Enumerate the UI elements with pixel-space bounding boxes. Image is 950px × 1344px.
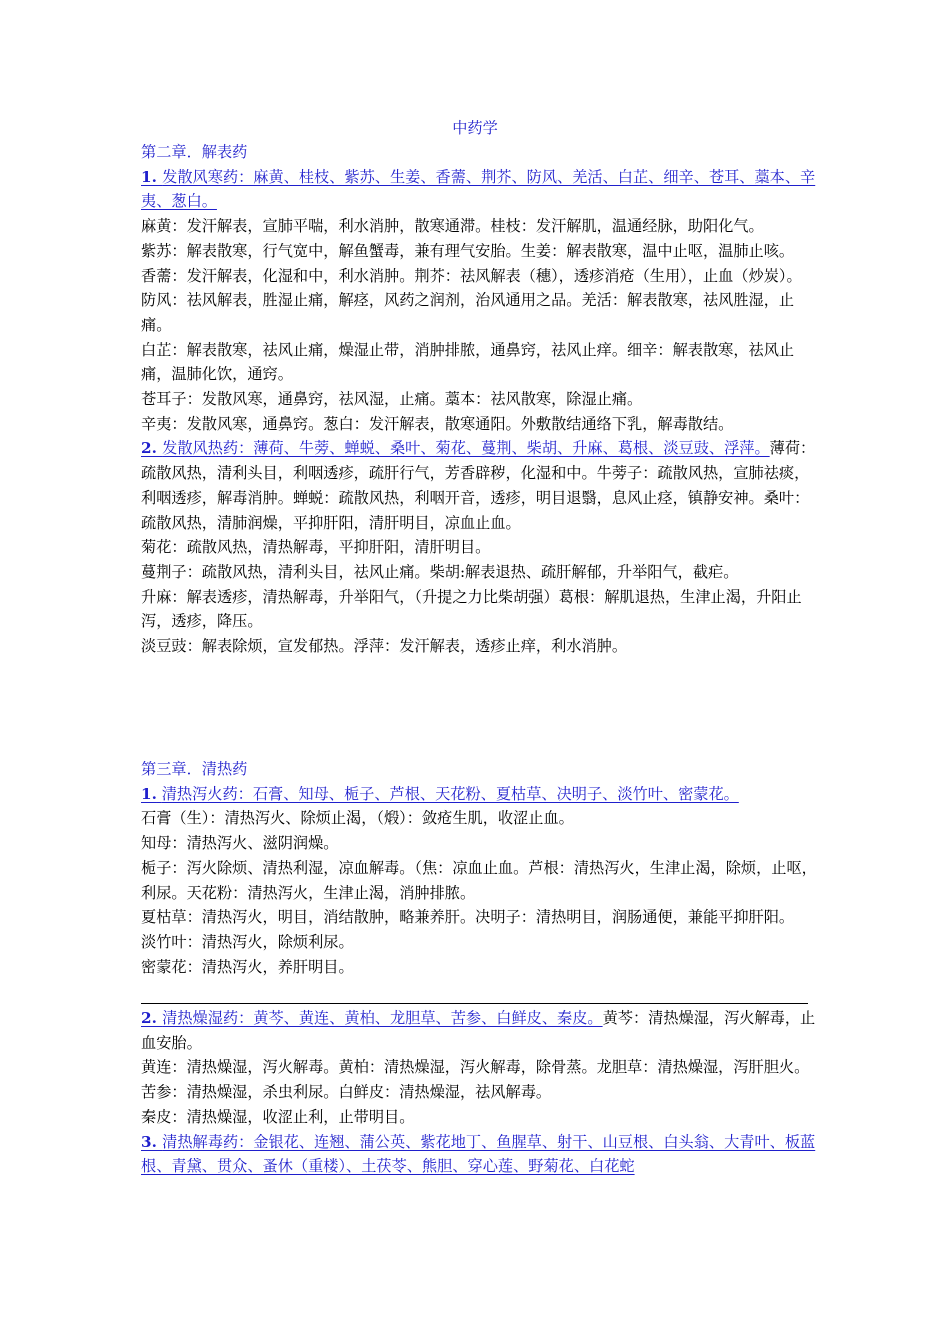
- ch3-s3-title: 清热解毒药：金银花、连翘、蒲公英、紫花地丁、鱼腥草、射干、山豆根、白头翁、大青叶、板蓝根、青黛、贯众、蚤休（重楼）、土茯苓、熊胆、穿心莲、野菊花、白花蛇: [141, 1132, 816, 1176]
- ch3-s1-line: 知母：清热泻火、滋阴润燥。: [141, 834, 339, 853]
- ch3-s2-paragraph: [141, 1006, 821, 1055]
- section-divider: [141, 1003, 808, 1004]
- ch2-s2-tail: 薄荷：疏散风热，清利头目，利咽透疹，疏肝行气，芳香辟秽，化湿和中。牛蒡子：疏散风热，宣肺祛痰，利咽透疹，解毒消肿。蝉蜕：疏散风热，利咽开音，透疹，明目退翳，息风止痉，镇静安神。桑叶：疏散风热，清肺润燥，平抑肝阳，清肝明目，凉血止血。: [141, 439, 816, 532]
- ch3-s2-line: 苦参：清热燥湿，杀虫利尿。白鲜皮：清热燥湿，祛风解毒。: [141, 1083, 552, 1102]
- ch3-s1-line: 石膏（生）：清热泻火、除烦止渴，（煅）：敛疮生肌，收涩止血。: [141, 809, 574, 828]
- ch2-s1-line: 白芷：解表散寒，祛风止痛，燥湿止带，消肿排脓，通鼻窍，祛风止痒。细辛：解表散寒，祛风止痛，温肺化饮，通窍。: [141, 340, 795, 384]
- ch2-s2-number: 2.: [141, 439, 163, 458]
- ch3-s3-number: 3.: [141, 1132, 163, 1151]
- ch3-s1-heading: [141, 782, 821, 807]
- ch3-s1-line: 淡竹叶：清热泻火，除烦利尿。: [141, 932, 354, 951]
- chapter-2-section: [141, 140, 821, 659]
- ch2-s1-line: 紫苏：解表散寒，行气宽中，解鱼蟹毒，兼有理气安胎。生姜：解表散寒，温中止呕，温肺止咳。: [141, 241, 795, 260]
- ch2-s1-line: 苍耳子：发散风寒，通鼻窍，祛风湿，止痛。藁本：祛风散寒，除湿止痛。: [141, 390, 643, 409]
- ch2-s1-title: 发散风寒药：麻黄、桂枝、紫苏、生姜、香薷、荆芥、防风、羌活、白芷、细辛、苍耳、藁本、辛夷、葱白。: [141, 167, 816, 211]
- ch3-s2-line: 黄连：清热燥湿，泻火解毒。黄柏：清热燥湿，泻火解毒，除骨蒸。龙胆草：清热燥湿，泻肝胆火。: [141, 1058, 810, 1077]
- ch3-s3-heading: [141, 1130, 821, 1179]
- ch3-s1-line: 夏枯草：清热泻火，明目，消结散肿，略兼养肝。决明子：清热明目，润肠通便，兼能平抑肝阳。: [141, 908, 795, 927]
- chapter-2-heading: 第二章．解表药: [141, 143, 248, 161]
- ch3-s1-number: 1.: [141, 784, 157, 803]
- chapter-3-section: [141, 757, 821, 979]
- ch3-s1-line: 密蒙花：清热泻火，养肝明目。: [141, 957, 354, 976]
- ch2-s2-line: 淡豆豉：解表除烦，宣发郁热。浮萍：发汗解表，透疹止痒，利水消肿。: [141, 637, 627, 656]
- ch2-s1-line: 防风：祛风解表，胜湿止痛，解痉，风药之润剂，治风通用之品。羌活：解表散寒，祛风胜湿，止痛。: [141, 291, 795, 334]
- ch2-s1-heading: [141, 165, 821, 214]
- ch2-s1-line: 麻黄：发汗解表，宣肺平喘，利水消肿，散寒通滞。桂枝：发汗解肌，温通经脉，助阳化气。: [141, 217, 764, 236]
- ch3-s2-line: 秦皮：清热燥湿，收涩止利，止带明目。: [141, 1107, 415, 1126]
- ch2-s2-line: 升麻：解表透疹，清热解毒，升举阳气，（升提之力比柴胡强）葛根：解肌退热，生津止渴，升阳止泻，透疹，降压。: [141, 587, 802, 631]
- document-title: 中药学: [452, 119, 498, 137]
- ch3-s2-number: 2.: [141, 1009, 163, 1027]
- ch3-s1-line: 栀子：泻火除烦、清热利湿，凉血解毒。（焦：凉血止血。芦根：清热泻火，生津止渴，除烦，止呕，利尿。天花粉：清热泻火，生津止渴，消肿排脓。: [141, 858, 817, 902]
- ch2-s2-line: 菊花：疏散风热，清热解毒，平抑肝阳，清肝明目。: [141, 538, 491, 557]
- ch2-s2-title: 发散风热药：薄荷、牛蒡、蝉蜕、桑叶、菊花、蔓荆、柴胡、升麻、葛根、淡豆豉、浮萍。: [162, 439, 770, 458]
- chapter-3-continued: [141, 1006, 821, 1179]
- ch3-s1-title: 清热泻火药：石膏、知母、栀子、芦根、天花粉、夏枯草、决明子、淡竹叶、密蒙花。: [161, 784, 739, 803]
- ch3-s2-tail: 黄芩：清热燥湿，泻火解毒，止血安胎。: [141, 1009, 816, 1052]
- chapter-3-heading: 第三章．清热药: [141, 760, 248, 778]
- ch2-s1-line: 香薷：发汗解表，化湿和中，利水消肿。荆芥：祛风解表（穗），透疹消疮（生用），止血（炒炭）。: [141, 266, 802, 285]
- ch2-s1-line: 辛夷：发散风寒，通鼻窍。葱白：发汗解表，散寒通阳。外敷散结通络下乳，解毒散结。: [141, 414, 734, 433]
- ch2-s2-paragraph: [141, 436, 821, 535]
- ch2-s2-line: 蔓荆子：疏散风热，清利头目，祛风止痛。柴胡:解表退热、疏肝解郁，升举阳气，截疟。: [141, 562, 739, 581]
- ch3-s2-title: 清热燥湿药：黄芩、黄连、黄柏、龙胆草、苦参、白鲜皮、秦皮。: [162, 1009, 603, 1027]
- ch2-s1-number: 1.: [141, 167, 163, 186]
